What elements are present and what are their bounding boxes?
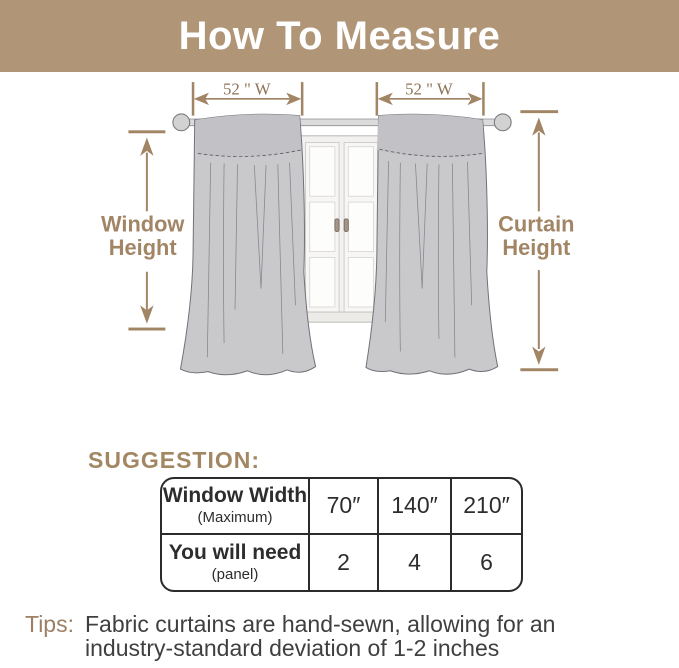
curtain-height-label-line1: Curtain <box>498 211 575 237</box>
table-cell-width-210: 210″ <box>452 479 521 535</box>
window-height-label-line1: Window <box>100 211 185 237</box>
right-curtain-panel-icon <box>366 114 498 374</box>
tips-line2: industry-standard deviation of 1-2 inches <box>85 635 500 662</box>
left-curtain-panel-icon <box>180 114 315 375</box>
table-cell-panels-6: 6 <box>480 548 493 575</box>
curtain-height-label-line2: Height <box>502 234 571 260</box>
left-panel-width-label: 52 " W <box>223 79 271 99</box>
table-cell-width-140: 140″ <box>379 479 452 535</box>
you-will-need-label: You will need <box>168 540 302 564</box>
tips-note <box>25 612 670 661</box>
tips-text <box>85 612 555 661</box>
page-title: How To Measure <box>178 13 501 58</box>
header-banner <box>0 0 679 72</box>
right-width-measure-arrow-icon <box>376 80 485 116</box>
curtain-height-measure-arrow-icon <box>498 110 574 371</box>
panel-suggestion-table <box>160 477 523 592</box>
tips-line1: Fabric curtains are hand-sewn, allowing for an <box>85 611 556 637</box>
table-header-window-width <box>162 479 310 535</box>
table-cell-panels-4: 4 <box>379 535 452 591</box>
measure-diagram <box>0 72 679 448</box>
table-cell-width-70: 70″ <box>310 479 379 535</box>
window-width-note: (Maximum) <box>197 509 273 527</box>
right-panel-width-label: 52 " W <box>405 79 453 99</box>
left-width-measure-arrow-icon <box>192 80 304 116</box>
table-cell-panels-2: 2 <box>310 535 379 591</box>
window-height-label-line2: Height <box>108 234 177 260</box>
measure-diagram-svg <box>0 72 679 448</box>
suggestion-heading: SUGGESTION: <box>88 447 261 473</box>
tips-label: Tips: <box>25 611 74 637</box>
panel-note: (panel) <box>211 565 259 583</box>
window-height-measure-arrow-icon <box>101 130 185 330</box>
window-width-label: Window Width <box>162 484 308 508</box>
table-header-you-will-need <box>162 535 310 591</box>
